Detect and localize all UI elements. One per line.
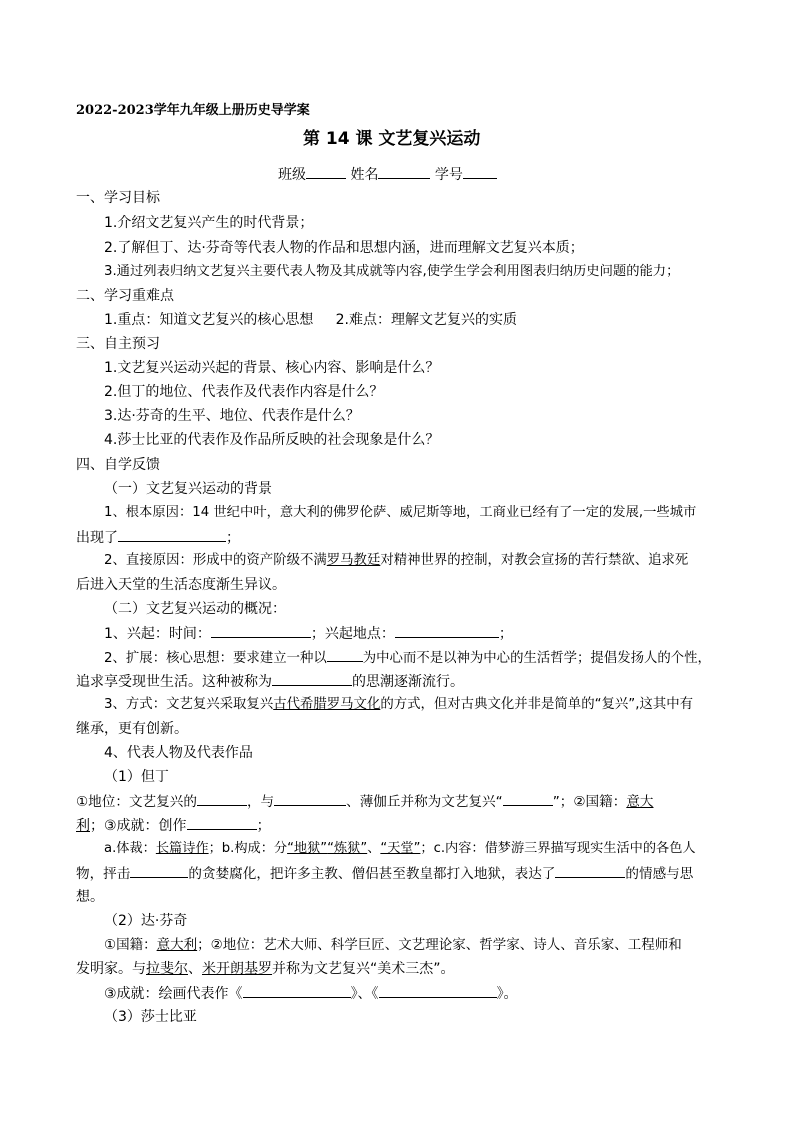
preview-question: 3.达·芬奇的生平、地位、代表作是什么？ xyxy=(104,408,360,424)
key-points: 1.重点：知道文艺复兴的核心思想 2.难点：理解文艺复兴的实质 xyxy=(104,312,517,328)
answer-blank[interactable] xyxy=(187,815,257,830)
davinci-line: ③成就：绘画代表作《 》、《 》。 xyxy=(104,983,518,1004)
preview-question: 1.文艺复兴运动兴起的背景、核心内容、影响是什么？ xyxy=(104,360,440,376)
method-line: 3、方式：文艺复兴采取复兴古代希腊罗马文化的方式，但对古典文化并非是简单的“复兴”,这其中有 xyxy=(104,697,694,712)
answer-blank[interactable] xyxy=(243,983,351,998)
answer-blank[interactable] xyxy=(118,527,226,542)
dante-line: 想。 xyxy=(76,889,104,905)
method-line: 继承，更有创新。 xyxy=(76,721,188,737)
root-cause-line: 出现了 ； xyxy=(76,527,240,548)
root-cause-line: 1、根本原因：14 世纪中叶，意大利的佛罗伦萨、威尼斯等地，工商业已经有了一定的发展,一些城市 xyxy=(104,505,697,520)
answer-blank[interactable] xyxy=(503,791,553,806)
section-heading: 四、自学反馈 xyxy=(76,457,160,473)
answer-blank[interactable] xyxy=(197,791,247,806)
answer-blank[interactable] xyxy=(395,623,499,638)
expand-line: 追求享受现世生活。这种被称为 的思潮逐渐流行。 xyxy=(76,671,464,692)
dante-line: 利；③成就：创作 ； xyxy=(76,815,271,836)
dante-line: ①地位：文艺复兴的 ，与 、薄伽丘并称为文艺复兴“ ”；②国籍：意大 xyxy=(76,791,654,812)
class-label: 班级 xyxy=(278,167,306,183)
section-heading: 二、学习重难点 xyxy=(76,288,174,304)
answer-blank[interactable] xyxy=(274,791,346,806)
name-label: 姓名 xyxy=(350,167,379,183)
section-heading: 一、学习目标 xyxy=(76,190,160,206)
davinci-line: ①国籍：意大利；②地位：艺术大师、科学巨匠、文艺理论家、哲学家、诗人、音乐家、工程师和 xyxy=(104,937,682,953)
name-field[interactable] xyxy=(378,164,430,179)
direct-cause-line: 2、直接原因：形成中的资产阶级不满罗马教廷对精神世界的控制，对教会宣扬的苦行禁欲、追求死 xyxy=(104,553,689,568)
doc-header: 2022-2023学年九年级上册历史导学案 xyxy=(76,103,310,118)
number-field[interactable] xyxy=(463,164,497,179)
answer-blank[interactable] xyxy=(327,647,363,662)
shakespeare-heading: （3）莎士比亚 xyxy=(104,1009,197,1025)
number-label: 学号 xyxy=(434,167,463,183)
rep-heading: 4、代表人物及代表作品 xyxy=(104,745,253,761)
davinci-heading: （2）达·芬奇 xyxy=(104,913,188,929)
rise-line: 1、兴起：时间： ；兴起地点： ； xyxy=(104,623,513,644)
subsection-heading: （一）文艺复兴运动的背景 xyxy=(104,481,272,497)
page-title: 第 14 课 文艺复兴运动 xyxy=(303,129,481,149)
section-heading: 三、自主预习 xyxy=(76,336,160,352)
direct-cause-line: 后进入天堂的生活态度渐生异议。 xyxy=(76,577,286,593)
dante-line: a.体裁：长篇诗作；b.构成：分“地狱”“炼狱”、“天堂”；c.内容：借梦游三界描写现实生活中的各色人 xyxy=(104,841,696,856)
answer-blank[interactable] xyxy=(211,623,311,638)
student-info xyxy=(278,164,497,185)
dante-heading: （1）但丁 xyxy=(104,769,169,785)
dante-line: 物，抨击 的贪婪腐化，把许多主教、僧侣甚至教皇都打入地狱，表达了 的情感与思 xyxy=(76,863,693,884)
answer-blank[interactable] xyxy=(130,863,188,878)
goal-item: 3.通过列表归纳文艺复兴主要代表人物及其成就等内容,使学生学会利用图表归纳历史问题的能力； xyxy=(104,264,680,279)
expand-line: 2、扩展：核心思想：要求建立一种以 为中心而不是以神为中心的生活哲学；提倡发扬人的个性， xyxy=(104,647,711,669)
answer-blank[interactable] xyxy=(555,863,625,878)
preview-question: 2.但丁的地位、代表作及代表作内容是什么？ xyxy=(104,384,384,400)
goal-item: 1.介绍文艺复兴产生的时代背景； xyxy=(104,215,314,231)
preview-question: 4.莎士比亚的代表作及作品所反映的社会现象是什么？ xyxy=(104,432,440,448)
answer-blank[interactable] xyxy=(272,671,352,686)
subsection-heading: （二）文艺复兴运动的概况： xyxy=(104,601,286,617)
answer-blank[interactable] xyxy=(379,983,497,998)
class-field[interactable] xyxy=(306,164,346,179)
davinci-line: 发明家。与拉斐尔、米开朗基罗并称为文艺复兴“美术三杰”。 xyxy=(76,961,455,977)
goal-item: 2.了解但丁、达·芬奇等代表人物的作品和思想内涵，进而理解文艺复兴本质； xyxy=(104,240,584,256)
